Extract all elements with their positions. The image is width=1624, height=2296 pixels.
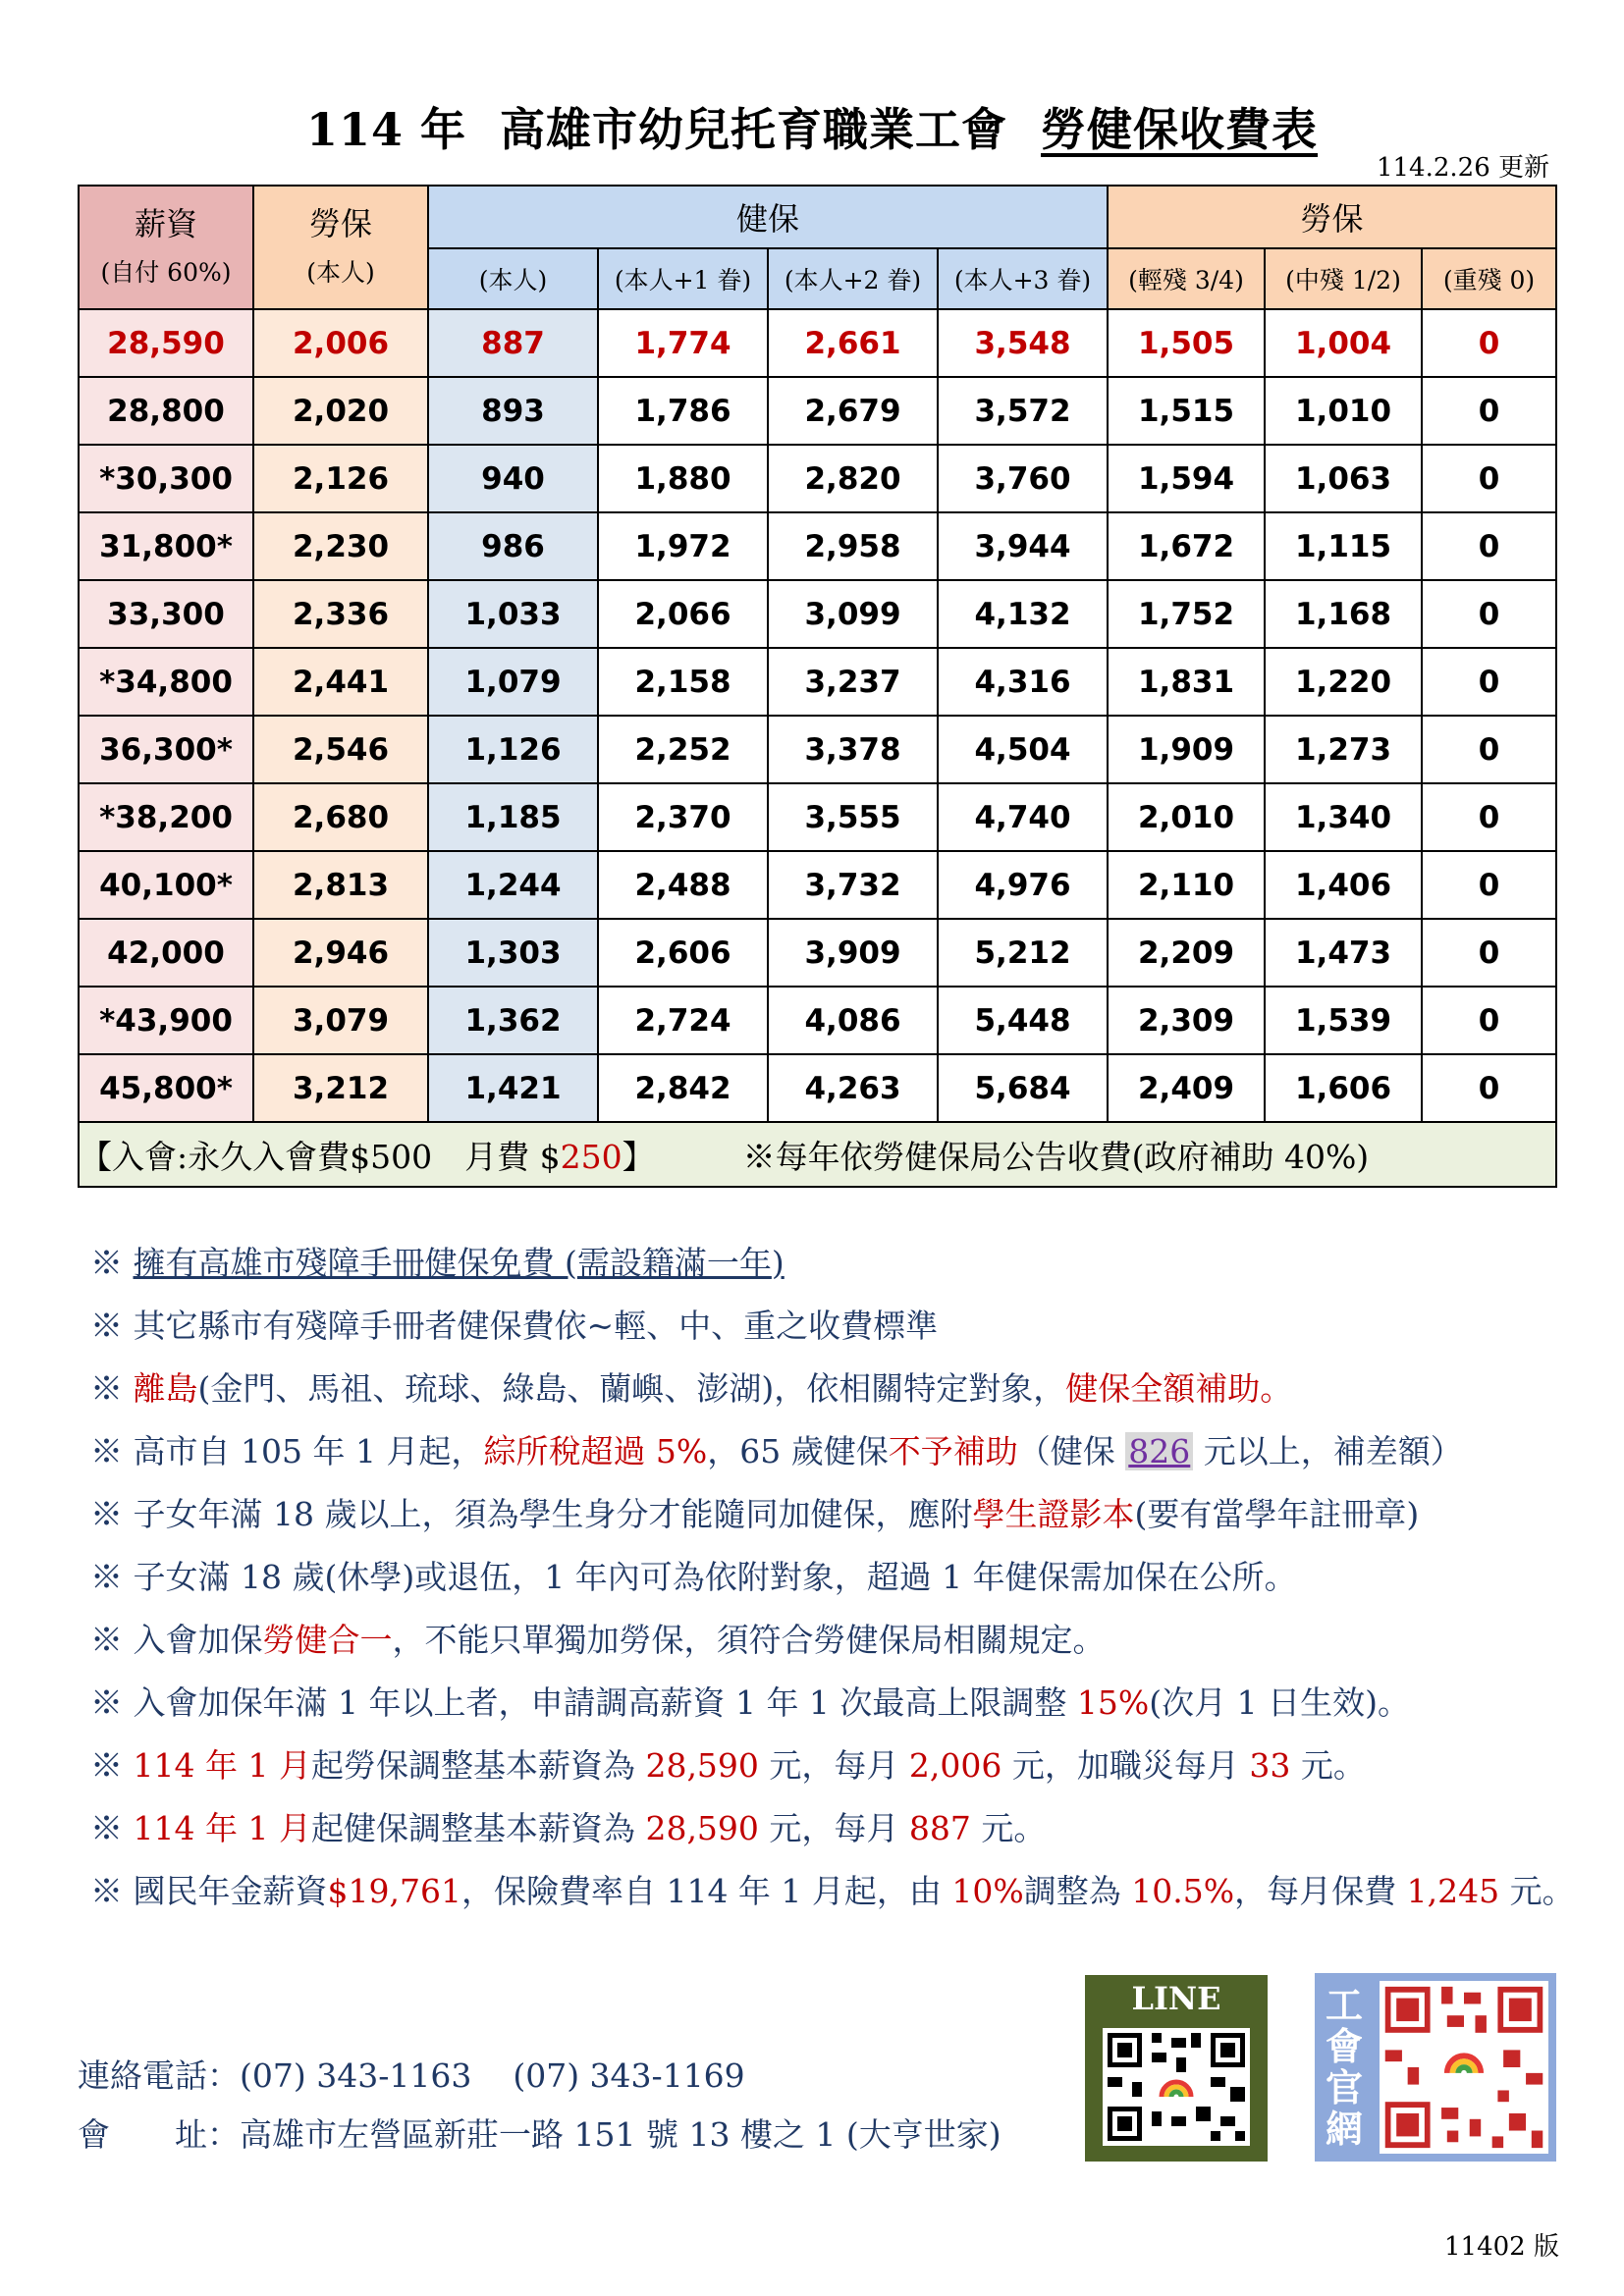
phone-number-1[interactable]: (07) 343-1163 [240, 2056, 472, 2095]
cell-health-self: 986 [428, 512, 598, 580]
cell-disability-moderate: 1,340 [1265, 783, 1422, 851]
cell-disability-severe: 0 [1422, 377, 1556, 445]
table-row [79, 919, 1556, 987]
cell-labor: 3,079 [253, 987, 428, 1054]
cell-health-plus2: 3,732 [768, 851, 938, 919]
header-health-plus2: (本人+2 眷) [768, 248, 938, 309]
cell-labor: 2,126 [253, 445, 428, 512]
cell-disability-mild: 2,209 [1108, 919, 1265, 987]
cell-disability-mild: 1,909 [1108, 716, 1265, 783]
table-row [79, 512, 1556, 580]
cell-health-self: 1,185 [428, 783, 598, 851]
note-item: ※ 高市自 105 年 1 月起，綜所稅超過 5%，65 歲健保不予補助（健保 826 元以上，補差額） [90, 1432, 1463, 1470]
cell-health-plus1: 2,158 [598, 648, 768, 716]
cell-health-plus1: 2,488 [598, 851, 768, 919]
cell-disability-moderate: 1,606 [1265, 1054, 1422, 1122]
cell-salary: 42,000 [79, 919, 253, 987]
cell-labor: 2,546 [253, 716, 428, 783]
cell-health-plus1: 2,066 [598, 580, 768, 648]
cell-labor: 2,006 [253, 309, 428, 377]
cell-disability-mild: 1,505 [1108, 309, 1265, 377]
cell-health-plus3: 5,448 [938, 987, 1108, 1054]
note-item: ※ 國民年金薪資$19,761，保險費率自 114 年 1 月起，由 10%調整為 10.5%，每月保費 1,245 元。 [90, 1872, 1575, 1910]
cell-health-plus2: 2,958 [768, 512, 938, 580]
cell-disability-severe: 0 [1422, 783, 1556, 851]
header-labor: 勞保 (本人) [253, 186, 428, 309]
title-year: 114 年 [305, 103, 466, 156]
cell-health-plus2: 4,086 [768, 987, 938, 1054]
cell-disability-mild: 2,409 [1108, 1054, 1265, 1122]
note-item: ※ 入會加保勞健合一，不能只單獨加勞保，須符合勞健保局相關規定。 [90, 1621, 1106, 1659]
cell-health-plus2: 3,909 [768, 919, 938, 987]
cell-disability-severe: 0 [1422, 309, 1556, 377]
cell-health-plus3: 4,132 [938, 580, 1108, 648]
cell-salary: 28,590 [79, 309, 253, 377]
cell-health-self: 1,362 [428, 987, 598, 1054]
cell-health-plus2: 2,820 [768, 445, 938, 512]
fee-table [78, 185, 1557, 1188]
cell-labor: 2,336 [253, 580, 428, 648]
cell-health-plus3: 5,212 [938, 919, 1108, 987]
table-row [79, 377, 1556, 445]
cell-health-plus2: 4,263 [768, 1054, 938, 1122]
header-disability-moderate: (中殘 1/2) [1265, 248, 1422, 309]
cell-health-self: 1,079 [428, 648, 598, 716]
table-row [79, 445, 1556, 512]
cell-labor: 2,020 [253, 377, 428, 445]
website-qr-card[interactable] [1315, 1973, 1556, 2162]
cell-health-self: 940 [428, 445, 598, 512]
header-health: 健保 [428, 186, 1108, 248]
notes-list [90, 1232, 1583, 1923]
membership-fee-note: 【入會:永久入會費$500 月費 $250】 ※每年依勞健保局公告收費(政府補助 40%) [79, 1122, 1556, 1187]
cell-disability-moderate: 1,473 [1265, 919, 1422, 987]
cell-labor: 3,212 [253, 1054, 428, 1122]
cell-health-plus1: 2,252 [598, 716, 768, 783]
cell-disability-mild: 1,672 [1108, 512, 1265, 580]
website-qr-code-icon [1380, 1981, 1548, 2154]
header-disability-severe: (重殘 0) [1422, 248, 1556, 309]
monthly-fee: 250 [560, 1137, 623, 1176]
cell-health-plus1: 1,774 [598, 309, 768, 377]
table-row [79, 716, 1556, 783]
cell-salary: 33,300 [79, 580, 253, 648]
table-row [79, 783, 1556, 851]
cell-disability-severe: 0 [1422, 1054, 1556, 1122]
cell-health-plus3: 4,976 [938, 851, 1108, 919]
note-item: ※ 擁有高雄市殘障手冊健保免費 (需設籍滿一年) [90, 1244, 785, 1282]
table-row [79, 648, 1556, 716]
cell-disability-moderate: 1,539 [1265, 987, 1422, 1054]
cell-health-plus1: 1,972 [598, 512, 768, 580]
cell-salary: 28,800 [79, 377, 253, 445]
cell-disability-severe: 0 [1422, 512, 1556, 580]
header-salary: 薪資 (自付 60%) [79, 186, 253, 309]
cell-disability-mild: 1,515 [1108, 377, 1265, 445]
table-row [79, 1054, 1556, 1122]
title-subject: 勞健保收費表 [1041, 103, 1319, 156]
cell-health-self: 1,244 [428, 851, 598, 919]
cell-health-plus1: 1,786 [598, 377, 768, 445]
note-item: ※ 114 年 1 月起健保調整基本薪資為 28,590 元，每月 887 元。 [90, 1809, 1047, 1847]
header-disability: 勞保 [1108, 186, 1556, 248]
cell-health-plus1: 2,724 [598, 987, 768, 1054]
note-link[interactable]: 擁有高雄市殘障手冊健保免費 ( [133, 1244, 577, 1282]
cell-health-plus3: 3,944 [938, 512, 1108, 580]
amount-link[interactable]: 826 [1125, 1432, 1193, 1470]
cell-disability-severe: 0 [1422, 851, 1556, 919]
cell-disability-moderate: 1,010 [1265, 377, 1422, 445]
cell-health-plus1: 2,606 [598, 919, 768, 987]
note-item: ※ 離島(金門、馬祖、琉球、綠島、蘭嶼、澎湖)，依相關特定對象，健保全額補助。 [90, 1369, 1293, 1408]
cell-health-plus2: 3,237 [768, 648, 938, 716]
cell-disability-mild: 1,831 [1108, 648, 1265, 716]
cell-health-plus3: 4,740 [938, 783, 1108, 851]
cell-disability-severe: 0 [1422, 648, 1556, 716]
cell-salary: 40,100* [79, 851, 253, 919]
website-label: 工 會 官 網 [1325, 1983, 1363, 2151]
cell-labor: 2,441 [253, 648, 428, 716]
cell-disability-severe: 0 [1422, 987, 1556, 1054]
note-item: ※ 子女年滿 18 歲以上，須為學生身分才能隨同加健保，應附學生證影本(要有當學年註冊章) [90, 1495, 1420, 1533]
cell-disability-mild: 2,010 [1108, 783, 1265, 851]
cell-disability-moderate: 1,063 [1265, 445, 1422, 512]
table-row [79, 580, 1556, 648]
table-row [79, 851, 1556, 919]
table-row [79, 309, 1556, 377]
cell-health-plus2: 2,679 [768, 377, 938, 445]
cell-health-plus1: 2,842 [598, 1054, 768, 1122]
cell-labor: 2,230 [253, 512, 428, 580]
cell-health-plus3: 3,548 [938, 309, 1108, 377]
phone-number-2[interactable]: (07) 343-1169 [513, 2056, 745, 2095]
cell-labor: 2,680 [253, 783, 428, 851]
cell-disability-mild: 2,110 [1108, 851, 1265, 919]
update-date: 114.2.26 更新 [1376, 153, 1549, 183]
cell-health-self: 1,126 [428, 716, 598, 783]
cell-health-plus1: 1,880 [598, 445, 768, 512]
header-health-plus1: (本人+1 眷) [598, 248, 768, 309]
contact-phone: 連絡電話：(07) 343-1163 (07) 343-1169 [78, 2056, 745, 2095]
cell-disability-moderate: 1,220 [1265, 648, 1422, 716]
title-org: 高雄市幼兒托育職業工會 [500, 103, 1008, 156]
edition-label: 11402 版 [1444, 2232, 1559, 2262]
cell-health-self: 1,033 [428, 580, 598, 648]
header-disability-mild: (輕殘 3/4) [1108, 248, 1265, 309]
cell-disability-moderate: 1,168 [1265, 580, 1422, 648]
cell-health-plus1: 2,370 [598, 783, 768, 851]
contact-address: 會 址：高雄市左營區新莊一路 151 號 13 樓之 1 (大亨世家) [78, 2115, 1001, 2154]
cell-disability-mild: 2,309 [1108, 987, 1265, 1054]
cell-disability-mild: 1,594 [1108, 445, 1265, 512]
cell-salary: 45,800* [79, 1054, 253, 1122]
cell-salary: *30,300 [79, 445, 253, 512]
cell-health-self: 1,303 [428, 919, 598, 987]
header-health-self: (本人) [428, 248, 598, 309]
line-qr-card[interactable] [1085, 1975, 1268, 2162]
table-row [79, 987, 1556, 1054]
cell-health-plus2: 3,099 [768, 580, 938, 648]
cell-health-plus2: 3,555 [768, 783, 938, 851]
cell-disability-moderate: 1,115 [1265, 512, 1422, 580]
cell-labor: 2,946 [253, 919, 428, 987]
cell-disability-severe: 0 [1422, 445, 1556, 512]
cell-salary: 31,800* [79, 512, 253, 580]
cell-health-self: 887 [428, 309, 598, 377]
cell-salary: *43,900 [79, 987, 253, 1054]
cell-health-plus2: 3,378 [768, 716, 938, 783]
header-health-plus3: (本人+3 眷) [938, 248, 1108, 309]
cell-health-self: 1,421 [428, 1054, 598, 1122]
cell-salary: *38,200 [79, 783, 253, 851]
cell-disability-mild: 1,752 [1108, 580, 1265, 648]
subsidy-note: ※每年依勞健保局公告收費(政府補助 40%) [742, 1137, 1370, 1176]
note-item: ※ 子女滿 18 歲(休學)或退伍，1 年內可為依附對象，超過 1 年健保需加保在公所。 [90, 1558, 1297, 1596]
contact-info [78, 2047, 1001, 2164]
cell-health-plus3: 4,316 [938, 648, 1108, 716]
cell-disability-severe: 0 [1422, 580, 1556, 648]
note-item: ※ 114 年 1 月起勞保調整基本薪資為 28,590 元，每月 2,006 元，加職災每月 33 元。 [90, 1746, 1366, 1785]
cell-health-plus2: 2,661 [768, 309, 938, 377]
cell-disability-moderate: 1,273 [1265, 716, 1422, 783]
cell-disability-severe: 0 [1422, 919, 1556, 987]
cell-disability-severe: 0 [1422, 716, 1556, 783]
cell-health-plus3: 5,684 [938, 1054, 1108, 1122]
cell-health-plus3: 4,504 [938, 716, 1108, 783]
note-item: ※ 其它縣市有殘障手冊者健保費依~輕、中、重之收費標準 [90, 1307, 939, 1345]
cell-disability-moderate: 1,004 [1265, 309, 1422, 377]
cell-salary: *34,800 [79, 648, 253, 716]
cell-disability-moderate: 1,406 [1265, 851, 1422, 919]
cell-health-plus3: 3,572 [938, 377, 1108, 445]
cell-health-plus3: 3,760 [938, 445, 1108, 512]
note-item: ※ 入會加保年滿 1 年以上者，申請調高薪資 1 年 1 次最高上限調整 15%(次月 1 日生效)。 [90, 1683, 1410, 1722]
cell-salary: 36,300* [79, 716, 253, 783]
cell-health-self: 893 [428, 377, 598, 445]
line-qr-code-icon [1103, 2028, 1250, 2146]
cell-labor: 2,813 [253, 851, 428, 919]
line-label: LINE [1131, 1980, 1221, 2017]
